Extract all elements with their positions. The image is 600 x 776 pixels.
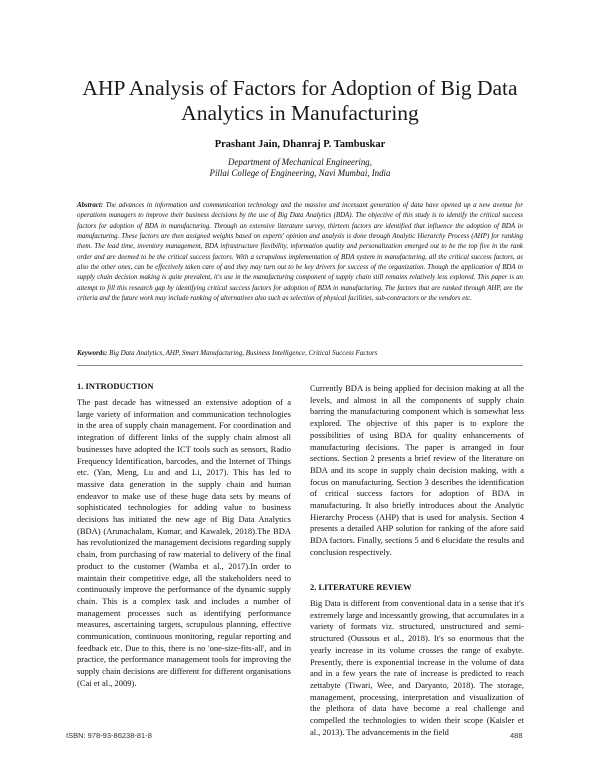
keywords-label: Keywords: bbox=[77, 349, 108, 357]
isbn: ISBN: 978-93-86238-81-8 bbox=[66, 731, 152, 740]
paper-title: AHP Analysis of Factors for Adoption of Big Data Analytics in Manufacturing bbox=[82, 76, 518, 125]
page-number: 488 bbox=[510, 731, 523, 740]
affiliation-department: Department of Mechanical Engineering, bbox=[228, 157, 372, 167]
affiliation-college: Pillai College of Engineering, Navi Mumbai, India bbox=[209, 168, 391, 178]
section-heading-introduction: 1. INTRODUCTION bbox=[77, 381, 154, 391]
keywords-text: Big Data Analytics, AHP, Smart Manufacturing, Business Intelligence, Critical Success Factors bbox=[107, 349, 378, 357]
abstract-label: Abstract: bbox=[77, 202, 104, 209]
authors: Prashant Jain, Dhanraj P. Tambuskar bbox=[214, 139, 386, 150]
section-heading-literature-review: 2. LITERATURE REVIEW bbox=[310, 582, 412, 592]
keywords bbox=[77, 348, 523, 358]
abstract-text: The advances in information and communication technology and the massive and incessant generation of data have opened up a new avenue for operations managers to improve their business decisions by the use of Big Data Analytics (BDA). The objective of this study is to identify the critical success factors for adoption of BDA in manufacturing. Through an extensive literature survey, thirteen factors are identified that influence the adoption of BDA in manufacturing. These factors are then assigned weights based on experts' opinion and analysis is done through Analytic Hierarchy Process (AHP) for ranking them. The lead time, inventory management, BDA infrastructure flexibility, information quality and personalization emerged out to be the top five in the rank order and are deemed to be the critical success factors. With a scrupulous implementation of BDA system in manufacturing, all the critical success factors, as also the other ones, can be effectively taken care of and they may turn out to be key drivers for success of the organization. Though the application of BDA in supply chain decision making is quite prevalent, it's use in the manufacturing component of supply chain still remains relatively less explored. This paper is an attempt to fill this research gap by identifying critical success factors for adoption of BDA in manufacturing. The factors that are ranked through AHP, are the criteria and the future work may include ranking of alternatives also such as selection of physical facilities, sub-contractors or the vendors etc. bbox=[77, 202, 523, 303]
introduction-text: The past decade has witnessed an extensive adoption of a large variety of information and communication technologies in the area of supply chain management. For coordination and integration of different links of the supply chain almost all businesses have adopted the ICT tools such as sensors, Radio Frequency Identification, barcodes, and the Internet of Things etc. (Yan, Meng, Lu and and Li, 2017). This has led to massive data generation in the supply chain and human endeavor to make use of these huge data sets by means of sophisticated technologies for adding value to business decisions has initiated the new age of Big Data Analytics (BDA) (Arunachalam, Kumar, and Kawalek, 2018).The BDA has revolutionized the management decisions regarding supply chain, from purchasing of raw material to delivery of the final product to the customer (Wamba et al., 2017).In order to maintain their competitive edge, all the stakeholders need to continuously improve the performance of the dynamic supply chain. This is a complex task and includes a number of management processes such as identifying performance measures, ascertaining targets, scrupulous planning, effective communication, continuous monitoring, regular reporting and feedback etc. Due to this, there is no 'one-size-fits-all', and in practice, the performance management tools for improving the supply chain decisions are different for different organisations (Cai et al., 2009). bbox=[77, 397, 291, 688]
affiliation bbox=[60, 157, 540, 179]
literature-review-text: Big Data is different from conventional data in a sense that it's extremely large and incessantly growing, that accumulates in a variety of formats viz. structured, unstructured and semi-structured (Oussous et al., 2018). It's so enormous that the yearly increase in its volume crosses the range of exabyte. Presently, there is exponential increase in the volume of data and in a few years the rate of increase is predicted to reach zettabyte (Tiwari, Wee, and Daryanto, 2018). The storage, management, processing, interpretation and visualization of the plethora of data have become a real challenge and compelled the technologies to widen their scope (Kaisler et al., 2013). The advancements in the field bbox=[310, 598, 524, 737]
abstract bbox=[77, 201, 523, 304]
introduction-continued-text: Currently BDA is being applied for decision making at all the levels, and almost in all the components of supply chain barring the manufacturing component which is somewhat less explored. The objective of this paper is to explore the possibilities of using BDA for quality enhancements of manufacturing decisions. The paper is arranged in four sections. Section 2 presents a brief review of the literature on BDA and its scope in supply chain decision making, with a focus on manufacturing. Section 3 describes the identification of critical success factors for adoption of BDA in manufacturing. It also briefly introduces about the Analytic Hierarchy Process (AHP) that is used for analysis. Section 4 presents a detailed AHP solution for ranking of the afore said BDA factors. Finally, sections 5 and 6 elucidate the results and conclusion respectively. bbox=[310, 383, 524, 557]
divider bbox=[77, 365, 523, 366]
